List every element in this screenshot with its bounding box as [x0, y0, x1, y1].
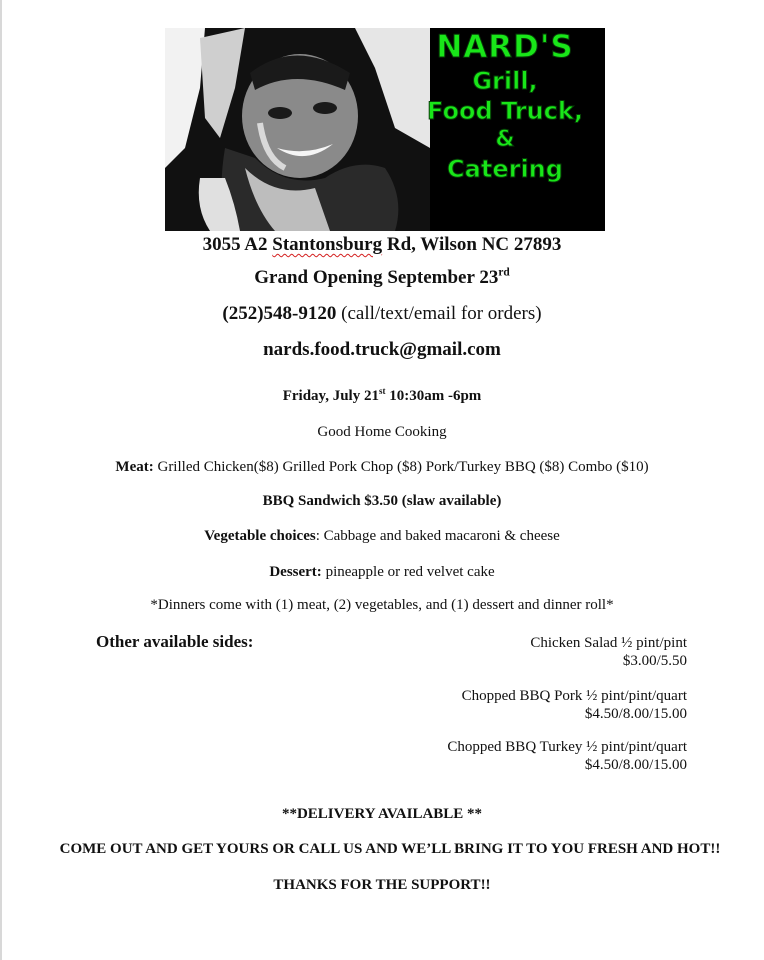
side-item-chicken-salad — [530, 634, 687, 670]
email: nards.food.truck@gmail.com — [263, 339, 501, 360]
chef-photo — [165, 28, 430, 231]
side-item-price: $4.50/8.00/15.00 — [584, 757, 687, 773]
bbq-sandwich: BBQ Sandwich $3.50 (slaw available) — [262, 493, 502, 509]
come-out-message: COME OUT AND GET YOURS OR CALL US AND WE’LL BRING IT TO YOU FRESH AND HOT!! — [59, 841, 721, 857]
phone-line — [0, 303, 764, 325]
logo-catering: Catering — [447, 155, 563, 183]
logo-food-truck: Food Truck, — [427, 97, 583, 125]
meat-line — [0, 459, 764, 476]
logo-grill: Grill, — [472, 67, 538, 95]
side-item-bbq-turkey — [447, 738, 687, 774]
dessert-line — [0, 564, 764, 581]
sides-title: Other available sides: — [96, 632, 254, 651]
vegetable-items: : Cabbage and baked macaroni & cheese — [315, 528, 560, 544]
dessert-items: pineapple or red velvet cake — [321, 564, 495, 580]
address: 3055 A2 Stantonsburg Rd, Wilson NC 27893 — [202, 234, 562, 255]
logo-banner — [165, 28, 605, 231]
vegetable-line — [0, 528, 764, 545]
side-item-name: Chopped BBQ Turkey ½ pint/pint/quart — [447, 739, 687, 755]
phone-note: (call/text/email for orders) — [336, 303, 542, 324]
logo-ampersand: & — [495, 127, 515, 152]
side-item-price: $3.00/5.50 — [622, 653, 687, 669]
side-item-name: Chicken Salad ½ pint/pint — [530, 635, 687, 651]
logo-text — [415, 29, 595, 183]
phone-number: (252)548-9120 — [222, 303, 337, 324]
tagline: Good Home Cooking — [317, 424, 447, 440]
event-date: Friday, July 21st 10:30am -6pm — [282, 386, 482, 404]
grand-opening: Grand Opening September 23rd — [254, 266, 510, 288]
vegetable-label: Vegetable choices — [204, 528, 316, 544]
meat-label: Meat: — [115, 459, 154, 475]
thanks-message: THANKS FOR THE SUPPORT!! — [273, 877, 491, 893]
meat-items: Grilled Chicken($8) Grilled Pork Chop ($8) Pork/Turkey BBQ ($8) Combo ($10) — [153, 459, 649, 475]
logo-title: NARD'S — [436, 29, 574, 65]
side-item-bbq-pork — [462, 687, 687, 723]
side-item-price: $4.50/8.00/15.00 — [584, 706, 687, 722]
dessert-label: Dessert: — [269, 564, 322, 580]
address-street-misspelled: Stantonsburg — [272, 234, 383, 255]
dinner-note: *Dinners come with (1) meat, (2) vegetables, and (1) dessert and dinner roll* — [150, 597, 614, 613]
side-item-name: Chopped BBQ Pork ½ pint/pint/quart — [461, 688, 687, 704]
delivery-available: **DELIVERY AVAILABLE ** — [281, 806, 483, 822]
